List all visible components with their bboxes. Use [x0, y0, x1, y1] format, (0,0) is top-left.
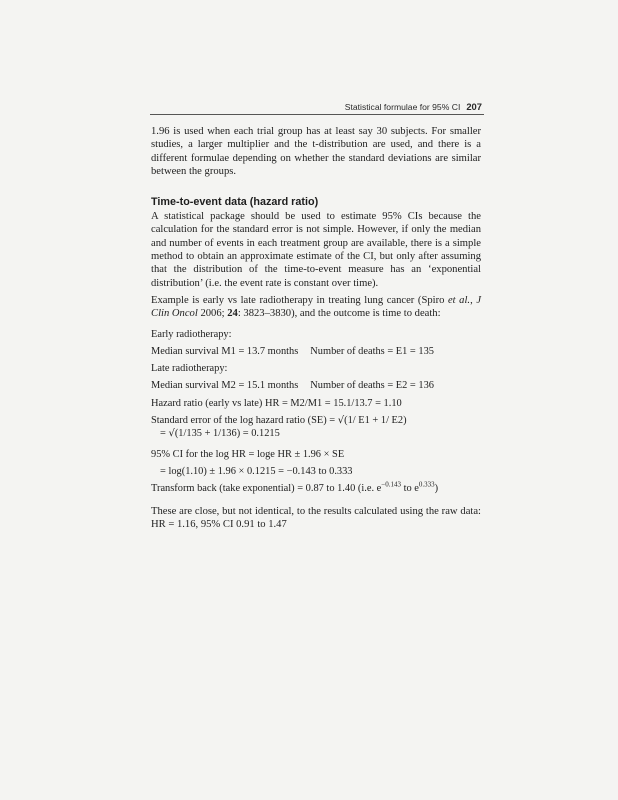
- transform-line: [151, 482, 481, 495]
- transform-end: ): [434, 483, 439, 495]
- se-equals: =: [160, 428, 169, 440]
- early-label: Early radiotherapy:: [151, 328, 232, 340]
- sqrt-symbol: √: [337, 415, 345, 427]
- late-deaths: Number of deaths = E2 = 136: [310, 380, 434, 392]
- sqrt-symbol: √: [168, 428, 175, 440]
- ci-value-line: = log(1.10) ± 1.96 × 0.1215 = −0.143 to 0.333: [160, 465, 353, 477]
- running-title: Statistical formulae for 95% CI: [344, 102, 461, 112]
- late-median: Median survival M2 = 15.1 months: [151, 380, 299, 392]
- page-number: 207: [466, 101, 482, 112]
- ci-formula-line: 95% CI for the log HR = loge HR ± 1.96 × SE: [151, 448, 345, 460]
- method-paragraph: A statistical package should be used to estimate 95% CIs because the calculation for the standard error is not simple. However, if only the median and number of events in each treatment group are available, there is a simple method to obtain an approximate estimate of the CI, but only after assuming that the distribution of the time-to-event measure has an ‘exponential distribution’ (i.e. the event rate is constant over time).: [151, 211, 481, 289]
- example-volume: 24: [227, 308, 238, 320]
- transform-exp-upper: 0.333: [418, 480, 435, 489]
- transform-mid: to e: [400, 483, 419, 495]
- closing-paragraph: These are close, but not identical, to the results calculated using the raw data: HR = 1.16, 95% CI 0.91 to 1.47: [151, 505, 481, 530]
- transform-lead: Transform back (take exponential) = 0.87 to 1.40 (i.e. e: [151, 483, 382, 495]
- example-comma: ,: [470, 294, 477, 306]
- example-journal: J Clin Oncol: [151, 294, 482, 320]
- example-year: 2006;: [197, 308, 228, 320]
- example-etal: et al.: [447, 294, 471, 306]
- header-rule: [150, 114, 484, 115]
- early-row: [151, 345, 481, 358]
- early-deaths: Number of deaths = E1 = 135: [310, 345, 434, 357]
- late-label: Late radiotherapy:: [151, 363, 228, 375]
- running-header: [345, 101, 482, 112]
- se-formula-line: [151, 414, 481, 427]
- se-formula-args: (1/ E1 + 1/ E2): [344, 415, 407, 427]
- se-value-line: [151, 427, 481, 440]
- example-tail: : 3823–3830), and the outcome is time to death:: [237, 308, 441, 320]
- section-heading: Time-to-event data (hazard ratio): [151, 196, 319, 209]
- hazard-ratio-line: Hazard ratio (early vs late) HR = M2/M1 = 15.1/13.7 = 1.10: [151, 397, 402, 409]
- early-median: Median survival M1 = 13.7 months: [151, 345, 299, 357]
- intro-paragraph: 1.96 is used when each trial group has at least say 30 subjects. For smaller studies, a larger multiplier and the t-distribution are used, and there is a different formulae depending on whether the standard deviations are similar between the groups.: [151, 126, 481, 177]
- se-formula-lead: Standard error of the log hazard ratio (SE) =: [151, 415, 338, 427]
- example-lead: Example is early vs late radiotherapy in treating lung cancer (Spiro: [151, 294, 448, 306]
- page-body: [151, 125, 481, 531]
- late-row: [151, 379, 481, 392]
- example-paragraph: [151, 294, 481, 321]
- se-value: (1/135 + 1/136) = 0.1215: [174, 428, 280, 440]
- transform-exp-lower: −0.143: [381, 480, 401, 489]
